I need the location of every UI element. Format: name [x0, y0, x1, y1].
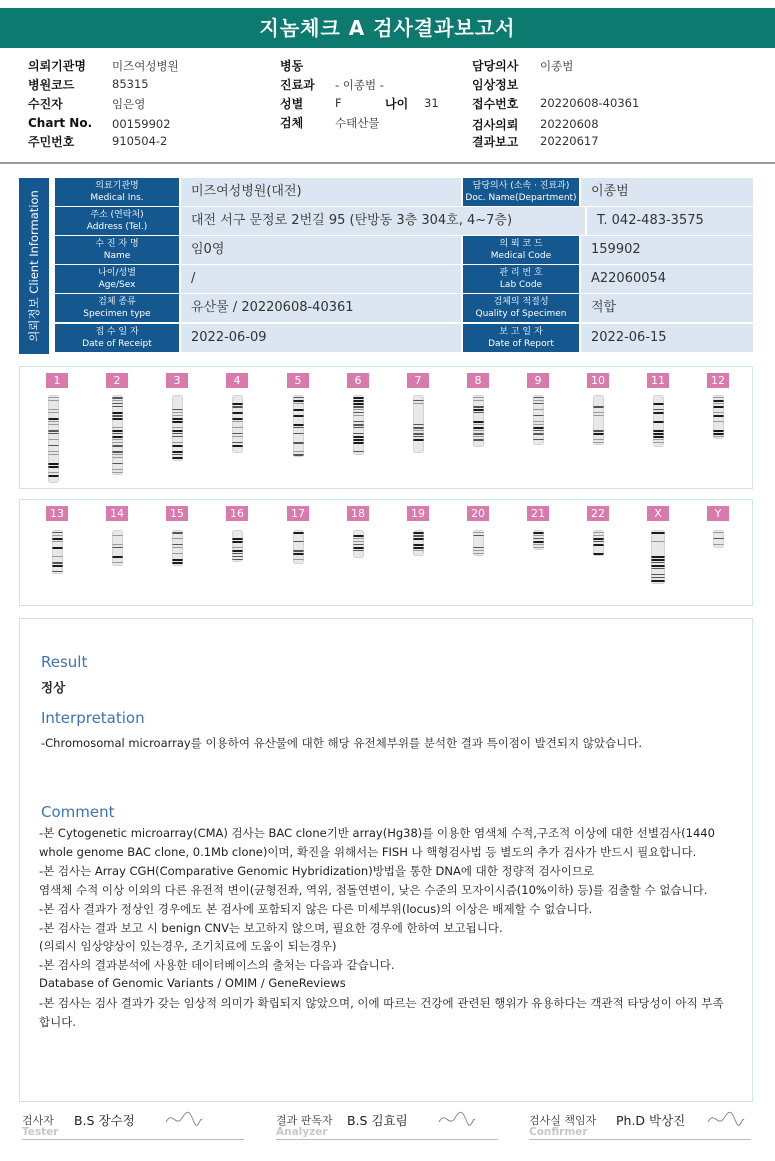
chromosome-label: X: [647, 506, 669, 521]
field-value: A22060054: [581, 265, 753, 293]
specimen-value: 수태산물: [335, 116, 380, 130]
signature-role: 검사실 책임자: [529, 1114, 597, 1127]
field-value: T. 042-483-3575: [587, 207, 753, 235]
comment-line: -본 검사는 Array CGH(Comparative Genomic Hybridization)방법을 통한 DNA에 대한 정량적 검사이므로: [39, 863, 595, 878]
chromosome-4: [232, 395, 243, 453]
chromosome-label: 1: [46, 373, 68, 388]
specimen-label: 검체: [280, 116, 304, 130]
chromosome-21: [533, 530, 544, 550]
comment-line: 합니다.: [39, 1015, 76, 1029]
chromosome-label: 2: [106, 373, 128, 388]
header-info: [0, 0, 775, 160]
comment-line: (의뢰시 임상양상이 있는경우, 조기치료에 도움이 되는경우): [39, 939, 337, 954]
header-divider: [0, 162, 775, 164]
field-value: 이종범: [581, 178, 753, 206]
chromosome-3: [172, 395, 183, 461]
chromosome-label: 22: [587, 506, 609, 521]
chromosome-2: [112, 395, 123, 475]
chromosome-label: 4: [226, 373, 248, 388]
comment-line: -본 검사는 검사 결과가 갖는 임상적 의미가 확립되지 않았으며, 이에 따르는 건강에 관련된 행위가 유용하다는 객관적 타당성이 아직 부족: [39, 996, 724, 1011]
dept-value: - 이종범 -: [335, 78, 384, 92]
client-info-side-label: 의뢰정보 Client Information: [19, 178, 49, 354]
chromosome-label: 14: [106, 506, 128, 521]
report-title: 지놈체크 A 검사결과보고서: [0, 8, 775, 48]
field-value: 유산물 / 20220608-40361: [181, 294, 461, 322]
age-label: 나이: [385, 97, 409, 111]
chromosome-19: [413, 530, 424, 556]
chromosome-15: [172, 530, 183, 566]
resident-value: 910504-2: [112, 134, 168, 148]
institution-label: 의뢰기관명: [28, 59, 86, 73]
karyotype-panel-1: [19, 366, 753, 489]
chromosome-label: 11: [647, 373, 669, 388]
chromosome-label: 19: [407, 506, 429, 521]
receipt-no-value: 20220608-40361: [540, 96, 640, 110]
signature-scribble-icon: [437, 1108, 477, 1130]
chromosome-label: 16: [226, 506, 248, 521]
hospital-code-label: 병원코드: [28, 78, 75, 92]
chromosome-12: [713, 395, 724, 439]
chromosome-10: [593, 395, 604, 445]
report-value: 20220617: [540, 134, 599, 148]
gender-label: 성별: [280, 97, 304, 111]
doctor-label: 담당의사: [472, 59, 519, 73]
doctor-value: 이종범: [540, 59, 574, 73]
gender-value: F: [335, 96, 342, 110]
chromosome-label: 13: [46, 506, 68, 521]
chromosome-label: 12: [707, 373, 729, 388]
report-label: 결과보고: [472, 135, 519, 149]
field-label: 의 뢰 코 드 Medical Code: [463, 236, 579, 264]
chromosome-11: [653, 395, 664, 447]
chromosome-label: 3: [166, 373, 188, 388]
field-label: 보 고 일 자 Date of Report: [463, 324, 579, 352]
field-label: 수 진 자 명 Name: [55, 236, 179, 264]
comment-line: -본 Cytogenetic microarray(CMA) 검사는 BAC clone기반 array(Hg38)를 이용한 염색체 수적,구조적 이상에 대한 선별검사(1440: [39, 826, 715, 840]
age-value: 31: [424, 96, 439, 110]
field-value: 2022-06-09: [181, 324, 461, 352]
signature-line: [22, 1139, 244, 1140]
field-value: 적합: [581, 294, 753, 322]
comment-line: whole genome BAC clone, 0.1Mb clone)이며, 확진을 위해서는 FISH 나 핵형검사법 등 별도의 추가 검사가 반드시 필요합니다.: [39, 844, 697, 859]
field-label: 담당의사 (소속 · 진료과) Doc. Name(Department): [463, 178, 579, 206]
chromosome-label: 6: [347, 373, 369, 388]
result-value: 정상: [41, 680, 66, 695]
recipient-value: 임은영: [112, 97, 146, 111]
chromosome-label: 17: [287, 506, 309, 521]
client-info-row: [55, 265, 753, 294]
request-value: 20220608: [540, 117, 599, 131]
field-value: 대전 서구 문정로 2번길 95 (탄방동 3층 304호, 4~7층): [181, 207, 585, 235]
comment-line: -본 검사는 결과 보고 시 benign CNV는 보고하지 않으며, 필요한 경우에 한하여 보고됩니다.: [39, 920, 503, 935]
comment-line: -본 검사 결과가 정상인 경우에도 본 검사에 포함되지 않은 다른 미세부위(locus)의 이상은 배제할 수 없습니다.: [39, 901, 593, 916]
comment-line: Database of Genomic Variants / OMIM / GeneReviews: [39, 976, 346, 991]
signature-block: [529, 1106, 754, 1146]
chromosome-1: [48, 395, 59, 483]
field-label: 나이/성별 Age/Sex: [55, 265, 179, 293]
ward-label: 병동: [280, 59, 304, 73]
field-value: /: [181, 265, 461, 293]
field-label: 검체의 적절성 Quality of Specimen: [463, 294, 579, 322]
signature-line: [529, 1139, 751, 1140]
request-label: 검사의뢰: [472, 118, 519, 132]
chromosome-18: [353, 530, 364, 558]
chromosome-X: [651, 530, 665, 584]
signature-line: [276, 1139, 498, 1140]
signature-scribble-icon: [164, 1108, 204, 1130]
field-label: 의료기관명 Medical Ins.: [55, 178, 179, 206]
field-value: 임0영: [181, 236, 461, 264]
signature-role-en: Confirmer: [529, 1126, 588, 1138]
signature-role: 결과 판독자: [276, 1114, 333, 1127]
chromosome-5: [293, 395, 304, 457]
signature-name: B.S 장수정: [74, 1113, 135, 1128]
result-title: Result: [41, 653, 88, 671]
chromosome-label: 20: [467, 506, 489, 521]
comment-line: 염색체 수적 이상 이외의 다른 유전적 변이(균형전좌, 역위, 점돌연변이, 낮은 수준의 모자이시즘(10%이하) 등)를 검출할 수 없습니다.: [39, 882, 708, 897]
client-info-row: [55, 294, 753, 323]
chromosome-label: 21: [527, 506, 549, 521]
chromosome-label: 10: [587, 373, 609, 388]
field-label: 관 리 번 호 Lab Code: [463, 265, 579, 293]
signature-name: B.S 김효림: [347, 1113, 408, 1128]
comment-line: -본 검사의 결과분석에 사용한 데이터베이스의 출처는 다음과 같습니다.: [39, 958, 395, 973]
dept-label: 진료과: [280, 78, 315, 92]
chromosome-6: [353, 395, 364, 455]
karyotype-panel-2: [19, 499, 753, 606]
chromosome-22: [593, 530, 604, 556]
field-label: 주소 (연락처) Address (Tel.): [55, 207, 179, 235]
client-info-row: [55, 324, 753, 353]
chromosome-label: 8: [467, 373, 489, 388]
signature-role: 검사자: [22, 1114, 54, 1127]
hospital-code-value: 85315: [112, 77, 149, 91]
chromosome-label: 9: [527, 373, 549, 388]
chromosome-label: 7: [407, 373, 429, 388]
field-label: 검체 종류 Specimen type: [55, 294, 179, 322]
resident-label: 주민번호: [28, 135, 75, 149]
chromosome-label: 5: [287, 373, 309, 388]
field-value: 미즈여성병원(대전): [181, 178, 461, 206]
chromosome-8: [473, 395, 484, 447]
interpretation-title: Interpretation: [41, 709, 145, 727]
receipt-no-label: 접수번호: [472, 97, 519, 111]
signature-role-en: Analyzer: [276, 1126, 328, 1138]
chromosome-17: [293, 530, 304, 564]
client-info-row: [55, 207, 753, 236]
signature-role-en: Tester: [22, 1126, 59, 1138]
report-section: [19, 618, 753, 1102]
chromosome-label: 18: [347, 506, 369, 521]
institution-value: 미즈여성병원: [112, 59, 179, 73]
signature-name: Ph.D 박상진: [616, 1113, 686, 1128]
chromosome-16: [232, 530, 243, 562]
chart-label: Chart No.: [28, 116, 93, 130]
client-info-row: [55, 236, 753, 265]
field-value: 2022-06-15: [581, 324, 753, 352]
signature-scribble-icon: [706, 1108, 746, 1130]
field-value: 159902: [581, 236, 753, 264]
field-label: 접 수 일 자 Date of Receipt: [55, 324, 179, 352]
comment-title: Comment: [41, 803, 115, 821]
chromosome-7: [413, 395, 424, 453]
chart-value: 00159902: [112, 117, 171, 131]
client-info-row: [55, 178, 753, 207]
clinical-label: 임상정보: [472, 78, 519, 92]
chromosome-13: [52, 530, 63, 574]
chromosome-Y: [713, 530, 724, 548]
chromosome-9: [533, 395, 544, 445]
chromosome-label: Y: [707, 506, 729, 521]
chromosome-14: [112, 530, 123, 566]
interpretation-text: -Chromosomal microarray를 이용하여 유산물에 대한 해당 유전체부위를 분석한 결과 특이점이 발견되지 않았습니다.: [41, 736, 642, 750]
signature-block: [276, 1106, 501, 1146]
recipient-label: 수진자: [28, 97, 63, 111]
signature-block: [22, 1106, 247, 1146]
chromosome-20: [473, 530, 484, 556]
chromosome-label: 15: [166, 506, 188, 521]
